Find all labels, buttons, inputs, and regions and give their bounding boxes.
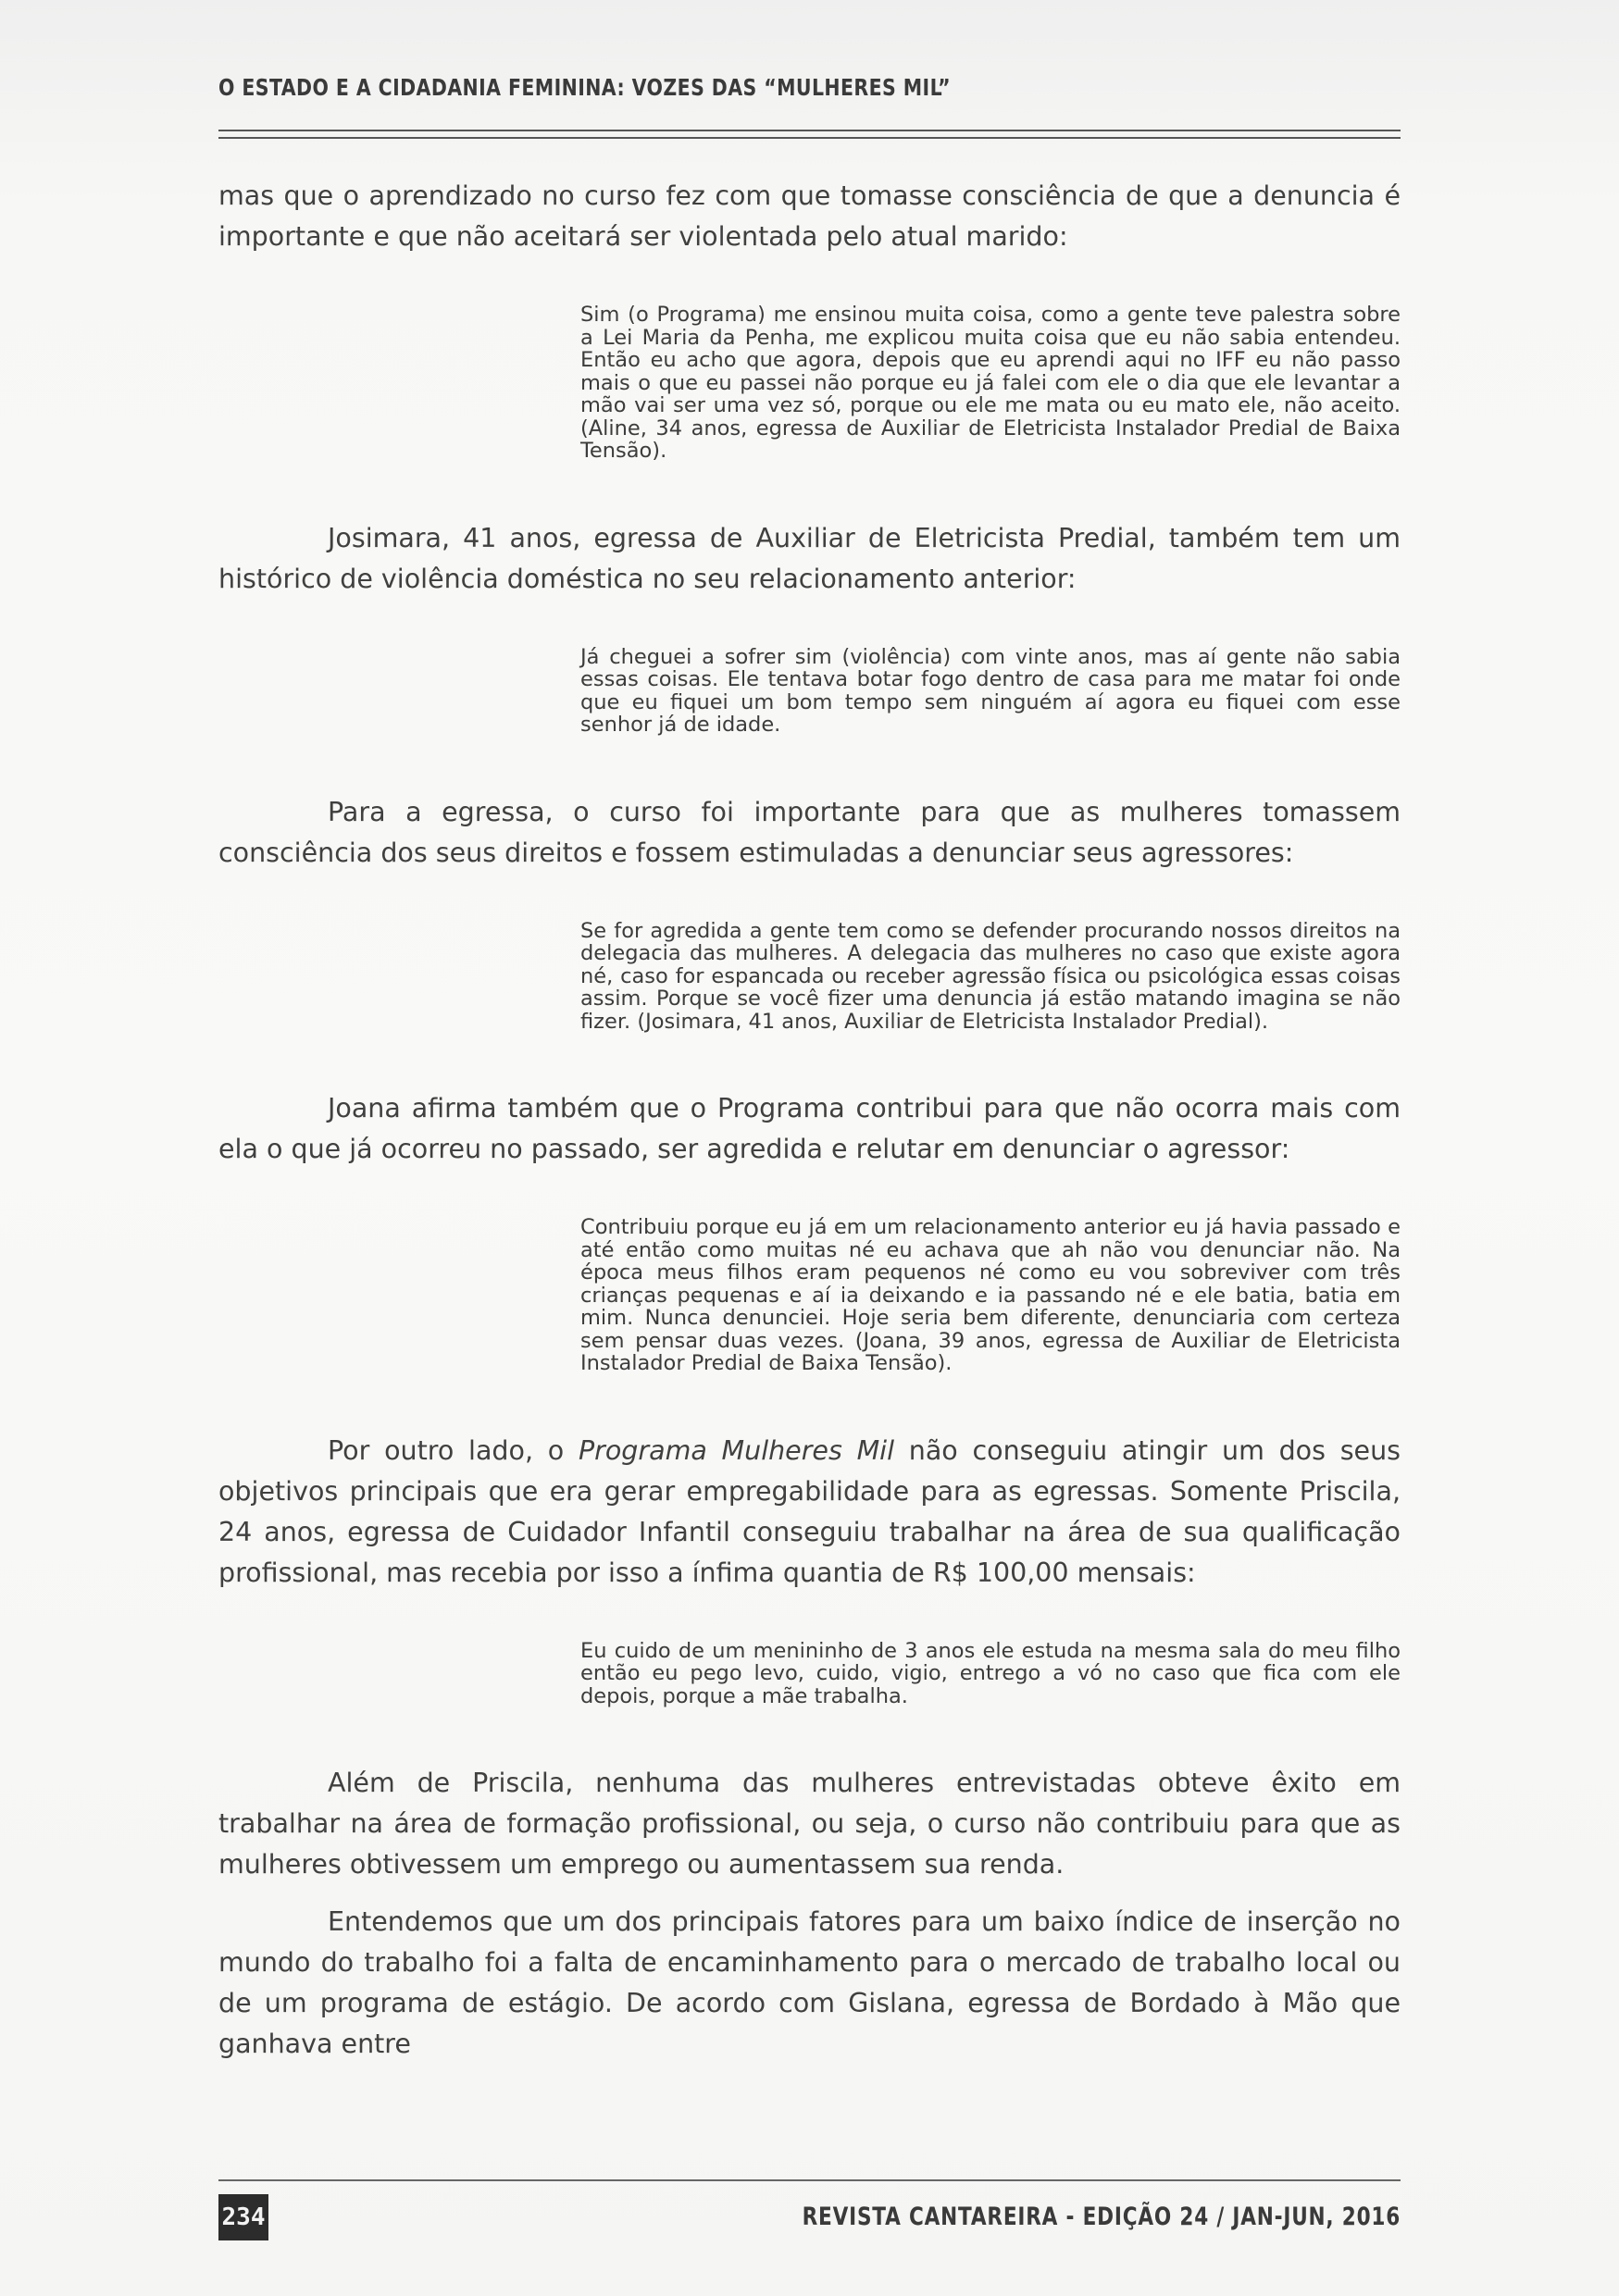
program-name-italic: Programa Mulheres Mil (578, 1434, 894, 1466)
block-quote-josimara-1: Já cheguei a sofrer sim (violência) com vinte anos, mas aí gente não sabia essas coisas. Ele tentava botar fogo dentro de casa para me matar foi onde que eu fiquei um bom tempo sem ninguém aí agora eu fiquei com esse senhor já de idade. (580, 644, 1401, 737)
paragraph-5-start: Por outro lado, o (328, 1434, 579, 1466)
block-quote-aline: Sim (o Programa) me ensinou muita coisa, como a gente teve palestra sobre a Lei Maria da Penha, me explicou muita coisa que eu não sabia entendeu. Então eu acho que agora, depois que eu aprendi aqui no IFF eu não passo mais o que eu passei não porque eu já falei com ele o dia que ele levantar a mão vai ser uma vez só, porque ou ele me mata ou eu mato ele, não aceito. (Aline, 34 anos, egressa de Auxiliar de Eletricista Instalador Predial de Baixa Tensão). (580, 303, 1401, 463)
running-title: O ESTADO E A CIDADANIA FEMININA: VOZES DAS “MULHERES MIL” (218, 74, 952, 101)
block-quote-josimara-2: Se for agredida a gente tem como se defender procurando nossos direitos na delegacia das mulheres. A delegacia das mulheres no caso que existe agora né, caso for espancada ou receber agressão física ou psicológica essas coisas assim. Porque se você fizer uma denuncia já estão matando imagina se não fizer. (Josimara, 41 anos, Auxiliar de Eletricista Instalador Predial). (580, 918, 1401, 1034)
article-body (218, 176, 1401, 2065)
paragraph-1: mas que o aprendizado no curso fez com que tomasse consciência de que a denuncia é importante e que não aceitará ser violentada pelo atual marido: (218, 180, 1401, 252)
paragraph-5 (218, 1431, 1401, 1594)
paragraph-5-end: não conseguiu atingir um dos seus objetivos principais que era gerar empregabilidade para as egressas. Somente Priscila, 24 anos, egressa de Cuidador Infantil conseguiu trabalhar na área de sua qualificação profissional, mas recebia por isso a ínfima quantia de R$ 100,00 mensais: (218, 1434, 1401, 1588)
header-rule-top (218, 130, 1401, 131)
journal-footer: REVISTA CANTAREIRA - EDIÇÃO 24 / JAN-JUN, 2016 (802, 2203, 1401, 2231)
paragraph-2: Josimara, 41 anos, egressa de Auxiliar de Eletricista Predial, também tem um histórico de violência doméstica no seu relacionamento anterior: (218, 522, 1401, 594)
paragraph-6: Além de Priscila, nenhuma das mulheres entrevistadas obteve êxito em trabalhar na área de formação profissional, ou seja, o curso não contribuiu para que as mulheres obtivessem um emprego ou aumentassem sua renda. (218, 1768, 1401, 1880)
paragraph-4: Joana afirma também que o Programa contribui para que não ocorra mais com ela o que já ocorreu no passado, ser agredida e relutar em denunciar o agressor: (218, 1093, 1401, 1164)
header-rule-bottom (218, 137, 1401, 139)
page-number: 234 (218, 2194, 268, 2240)
paragraph-3: Para a egressa, o curso foi importante para que as mulheres tomassem consciência dos seus direitos e fossem estimuladas a denunciar seus agressores: (218, 796, 1401, 868)
block-quote-joana: Contribuiu porque eu já em um relacionamento anterior eu já havia passado e até então como muitas né eu achava que ah não vou denunciar não. Na época meus filhos eram pequenos né como eu vou sobreviver com três crianças pequenas e aí ia deixando e ia passando né e ele batia, batia em mim. Nunca denunciei. Hoje seria bem diferente, denunciaria com certeza sem pensar duas vezes. (Joana, 39 anos, egressa de Auxiliar de Eletricista Instalador Predial de Baixa Tensão). (580, 1215, 1401, 1375)
paragraph-7: Entendemos que um dos principais fatores para um baixo índice de inserção no mundo do trabalho foi a falta de encaminhamento para o mercado de trabalho local ou de um programa de estágio. De acordo com Gislana, egressa de Bordado à Mão que ganhava entre (218, 1906, 1401, 2059)
block-quote-priscila: Eu cuido de um menininho de 3 anos ele estuda na mesma sala do meu filho então eu pego levo, cuido, vigio, entrego a vó no caso que fica com ele depois, porque a mãe trabalha. (580, 1638, 1401, 1708)
footer-rule (218, 2179, 1401, 2181)
